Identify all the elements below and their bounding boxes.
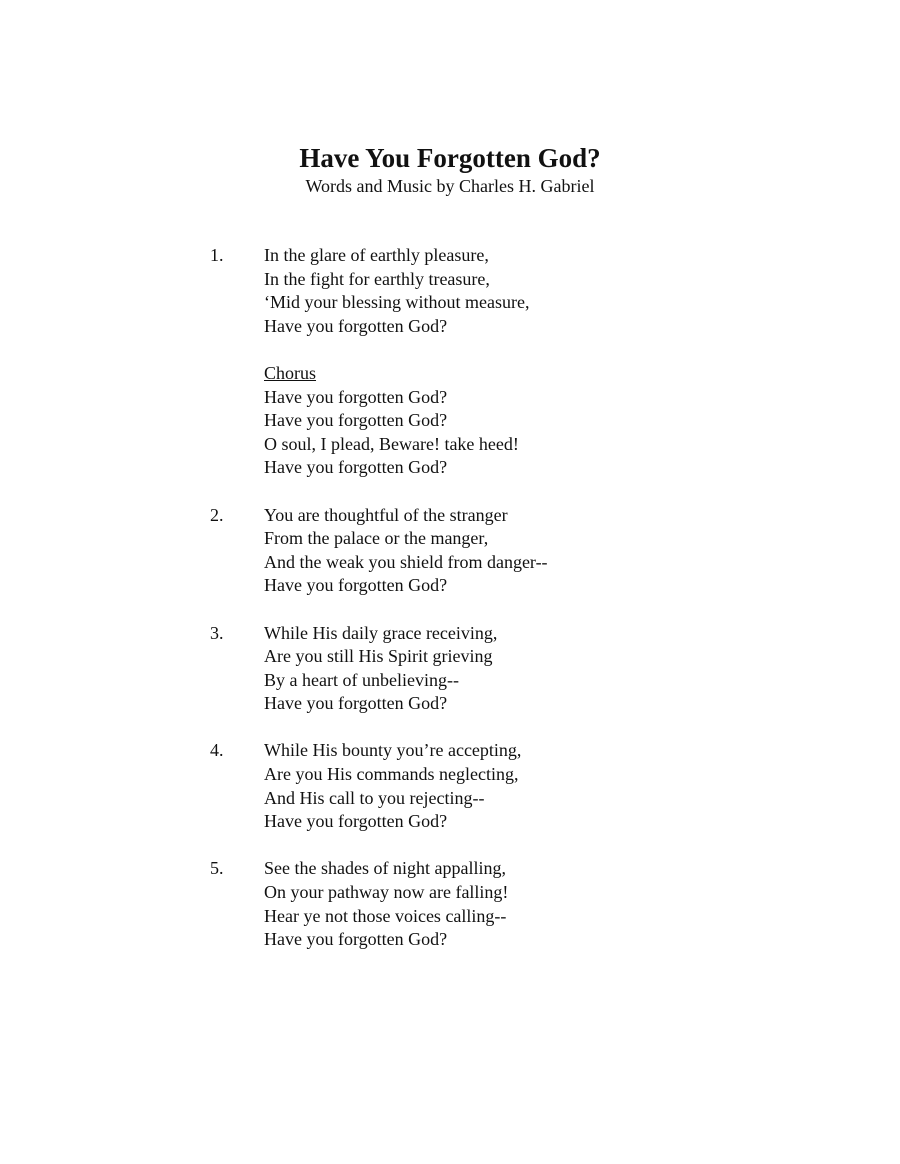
lyric-line: Are you still His Spirit grieving [264,646,493,667]
stanza-number: 3. [210,622,224,643]
lyric-line: O soul, I plead, Beware! take heed! [264,433,519,454]
stanza-number: 2. [210,504,224,525]
lyric-line: On your pathway now are falling! [264,882,509,903]
lyric-line: In the glare of earthly pleasure, [264,245,489,265]
lyric-line: Have you forgotten God? [264,457,448,478]
lyric-line: Are you His commands neglecting, [264,764,519,785]
page-subtitle: Words and Music by Charles H. Gabriel [305,176,595,196]
lyric-line: Have you forgotten God? [264,575,448,596]
lyric-line: Hear ye not those voices calling-- [264,905,507,926]
lyric-line: Have you forgotten God? [264,315,448,336]
lyric-line: And His call to you rejecting-- [264,787,485,808]
lyric-line: ‘Mid your blessing without measure, [264,292,530,313]
stanza-number: 4. [210,740,224,761]
stanza-5 [0,857,900,951]
lyric-line: Have you forgotten God? [264,410,448,431]
chorus [0,362,900,480]
stanza-1 [0,244,900,338]
lyric-line: Have you forgotten God? [264,386,448,407]
stanza-number: 5. [210,858,224,879]
stanza-3 [0,622,900,716]
lyric-line: While His bounty you’re accepting, [264,740,522,761]
stanza-4 [0,739,900,833]
lyric-line: You are thoughtful of the stranger [264,504,508,525]
stanza-2 [0,504,900,598]
lyric-line: By a heart of unbelieving-- [264,669,459,690]
lyric-line: And the weak you shield from danger-- [264,551,548,572]
lyric-line: In the fight for earthly treasure, [264,268,490,289]
stanza-number: 1. [210,245,224,265]
chorus-label: Chorus [264,362,317,383]
lyric-line: Have you forgotten God? [264,693,448,714]
lyric-line: See the shades of night appalling, [264,858,506,879]
lyric-line: Have you forgotten God? [264,811,448,832]
lyrics-body [0,244,900,975]
page-title: Have You Forgotten God? [299,143,601,173]
lyric-line: From the palace or the manger, [264,528,489,549]
lyric-line: Have you forgotten God? [264,929,448,950]
lyric-line: While His daily grace receiving, [264,622,498,643]
